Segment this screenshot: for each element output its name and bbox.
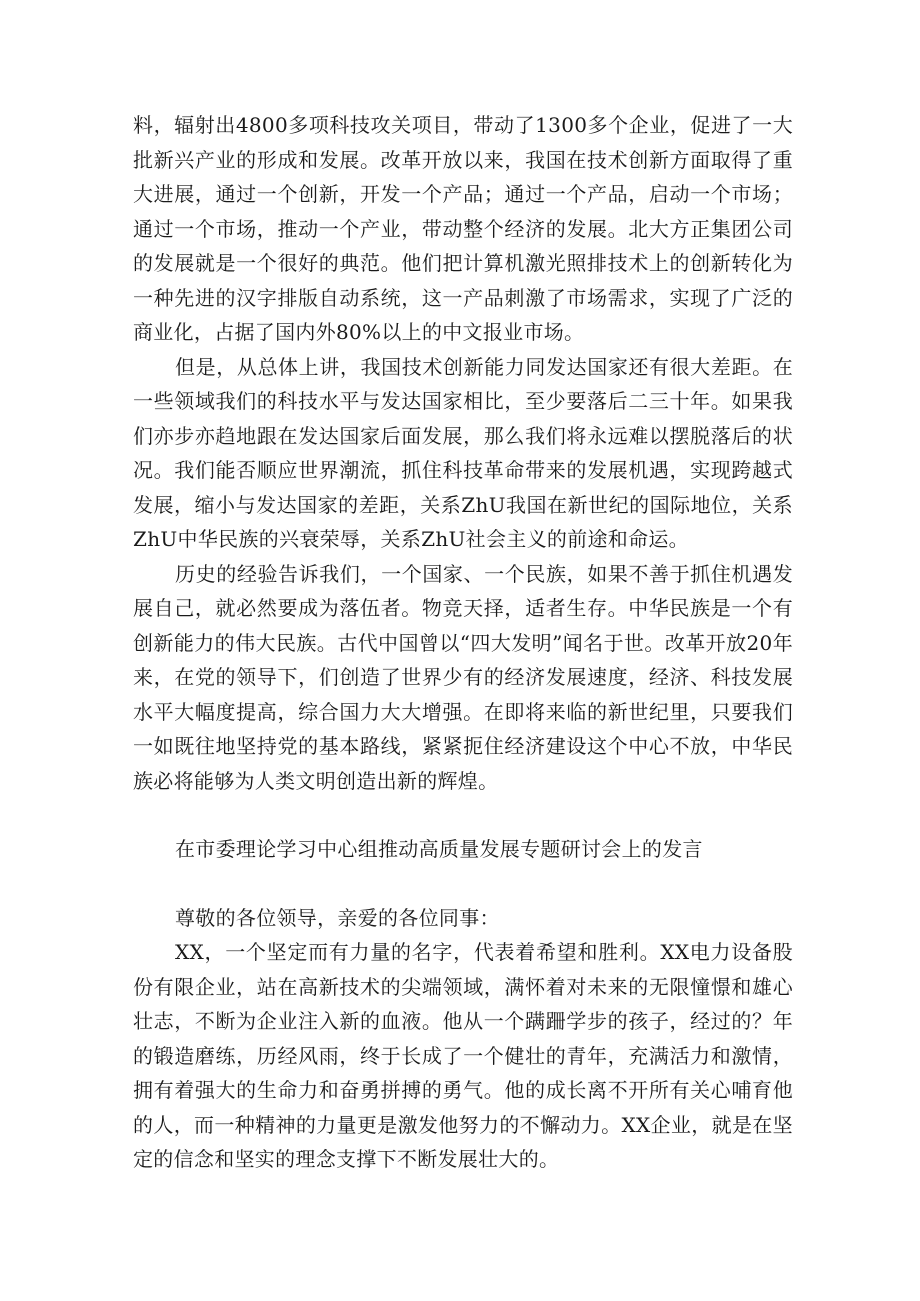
document-body bbox=[133, 108, 793, 1177]
speech-heading: 在市委理论学习中心组推动高质量发展专题研讨会上的发言 bbox=[175, 837, 703, 861]
paragraph-historical-experience: 历史的经验告诉我们，一个国家、一个民族，如果不善于抓住机遇发展自己，就必然要成为落伍者。物竞天择，适者生存。中华民族是一个有创新能力的伟大民族。古代中国曾以“四大发明”闻名于世。改革开放20年来，在党的领导下，们创造了世界少有的经济发展速度，经济、科技发展水平大幅度提高，综合国力大大增强。在即将来临的新世纪里，只要我们一如既往地坚持党的基本路线，紧紧扼住经济建设这个中心不放，中华民族必将能够为人类文明创造出新的辉煌。 bbox=[133, 561, 793, 793]
paragraph-company-intro: XX，一个坚定而有力量的名字，代表着希望和胜利。XX电力设备股份有限企业，站在高新技术的尖端领域，满怀着对未来的无限憧憬和雄心壮志，不断为企业注入新的血液。他从一个蹒跚学步的孩子，经过的？年的锻造磨练，历经风雨，终于长成了一个健壮的青年，充满活力和激情，拥有着强大的生命力和奋勇拼搏的勇气。他的成长离不开所有关心哺育他的人，而一种精神的力量更是激发他努力的不懈动力。XX企业，就是在坚定的信念和坚实的理念支撑下不断发展壮大的。 bbox=[133, 940, 793, 1171]
paragraph-gap-with-developed-countries: 但是，从总体上讲，我国技术创新能力同发达国家还有很大差距。在一些领域我们的科技水平与发达国家相比，至少要落后二三十年。如果我们亦步亦趋地跟在发达国家后面发展，那么我们将永远难以摆脱落后的状况。我们能否顺应世界潮流，抓住科技革命带来的发展机遇，实现跨越式发展，缩小与发达国家的差距，关系ZhU我国在新世纪的国际地位，关系ZhU中华民族的兴衰荣辱，关系ZhU社会主义的前途和命运。 bbox=[133, 354, 793, 551]
section-spacer bbox=[133, 867, 793, 901]
paragraph-continuation: 料，辐射出4800多项科技攻关项目，带动了1300多个企业，促进了一大批新兴产业的形成和发展。改革开放以来，我国在技术创新方面取得了重大进展，通过一个创新，开发一个产品；通过一个产品，启动一个市场；通过一个市场，推动一个产业，带动整个经济的发展。北大方正集团公司的发展就是一个很好的典范。他们把计算机激光照排技术上的创新转化为一种先进的汉字排版自动系统，这一产品刺激了市场需求，实现了广泛的商业化，占据了国内外80%以上的中文报业市场。 bbox=[133, 113, 793, 344]
section-spacer bbox=[133, 798, 793, 832]
speech-greeting: 尊敬的各位领导，亲爱的各位同事： bbox=[175, 905, 500, 930]
